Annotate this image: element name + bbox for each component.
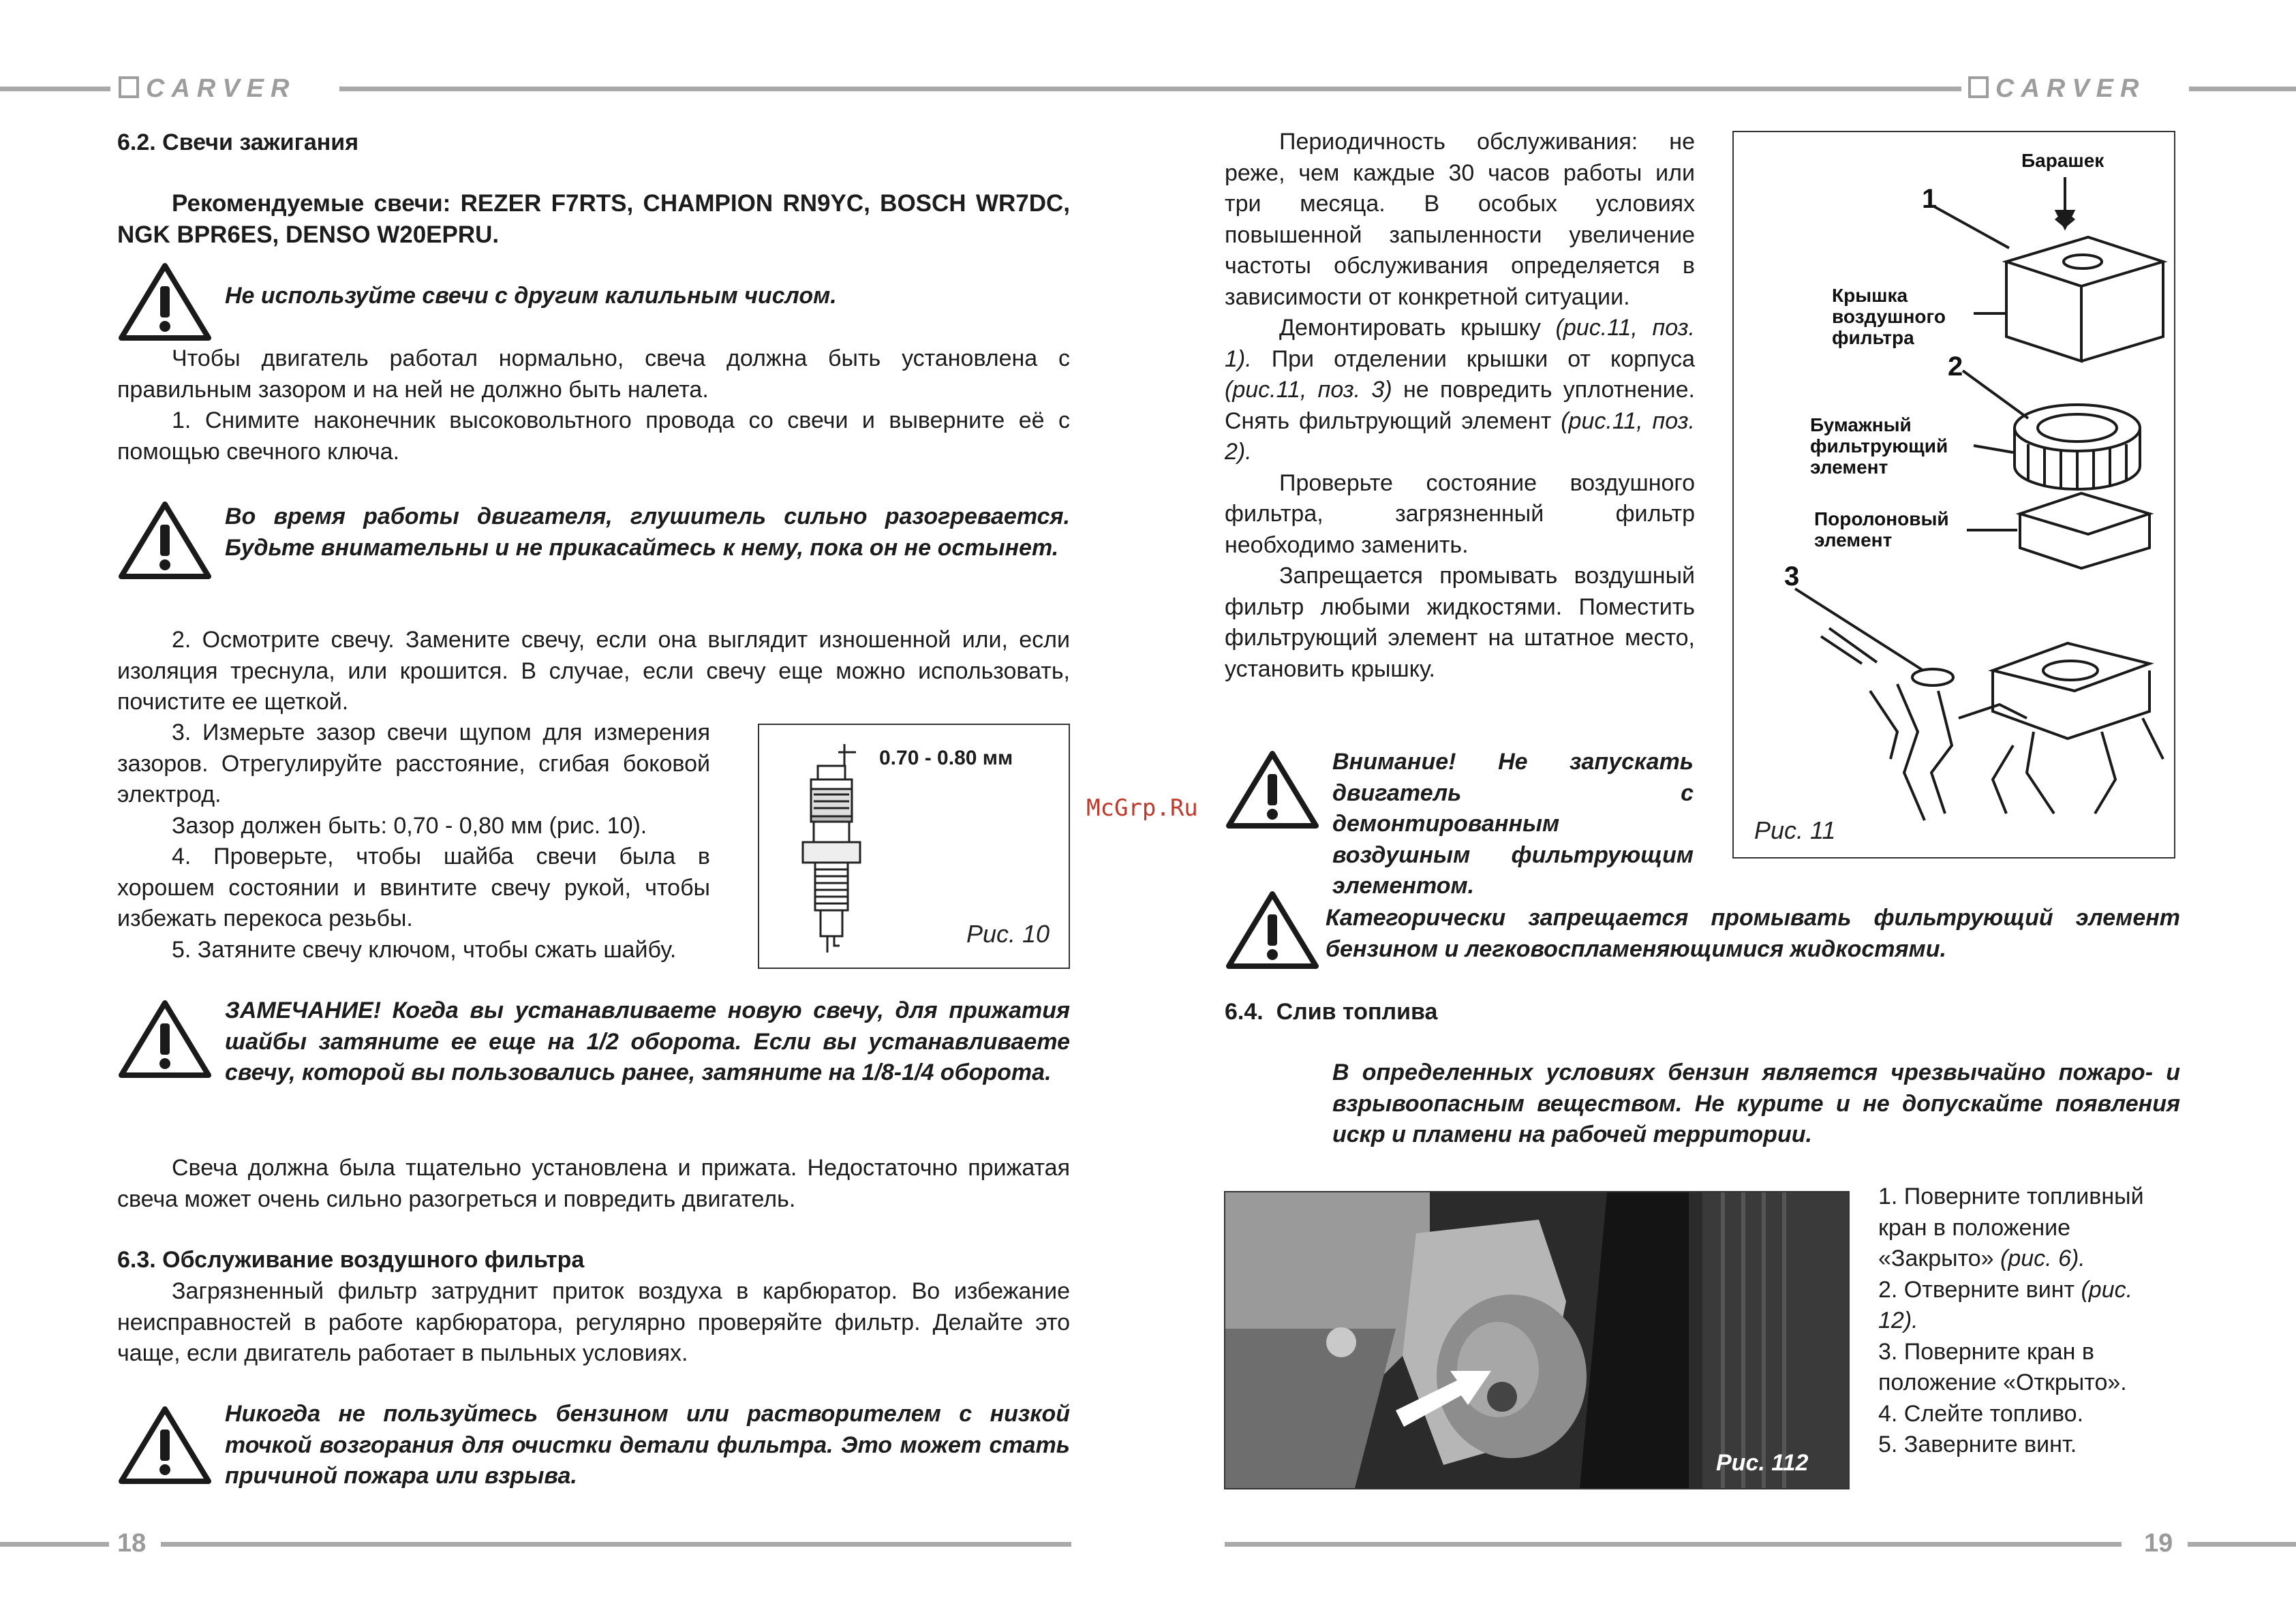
callout-2: 2: [1948, 352, 1963, 382]
page-number-right: 19: [2144, 1529, 2173, 1558]
warning-icon: [117, 500, 213, 581]
warning-no-start: Внимание! Не запускать двигатель с демонтированным воздушным фильтрующим элементом.: [1332, 749, 1694, 899]
brand-logo-left: [119, 75, 296, 102]
plug-seating-text: Свеча должна была тщательно установлена и прижата. Недостаточно прижатая свеча может очень сильно разогреться и повредить двигатель.: [117, 1155, 1070, 1212]
figure-10: [758, 724, 1070, 969]
figure-ref: (рис. 12).: [1878, 1276, 2133, 1333]
recommended-plugs: Рекомендуемые свечи: REZER F7RTS, CHAMPION RN9YC, BOSCH WR7DC, NGK BPR6ES, DENSO W20EPRU.: [117, 190, 1070, 248]
footer-rule-left-edge: [0, 1542, 109, 1547]
figure-12-photo: [1224, 1191, 1850, 1489]
page-number-left: 18: [117, 1529, 147, 1558]
figure-ref: (рис.11, поз. 2).: [1225, 407, 1695, 465]
figure-11-caption: Рис. 11: [1754, 816, 1836, 844]
remove-cover-text-b: При отделении крышки от корпуса: [1251, 345, 1695, 372]
brand-logo-right: [1968, 75, 2145, 102]
section-64-title: 6.4. Слив топлива: [1225, 999, 1438, 1025]
figure-ref: (рис. 6).: [2000, 1246, 2085, 1271]
step-3: 3. Измерьте зазор свечи щупом для измерения зазоров. Отрегулируйте расстояние, сгибая боковой электрод.: [117, 720, 710, 807]
figure-12-caption: Рис. 112: [1716, 1450, 1809, 1476]
brand-mark-icon: [119, 76, 139, 98]
drain-step-2: [1878, 1275, 2178, 1337]
figure-10-caption: Рис. 10: [966, 920, 1050, 948]
callout-1: 1: [1922, 184, 1938, 214]
section-62-title: 6.2. Свечи зажигания: [117, 129, 359, 155]
step-2: [117, 625, 1070, 718]
air-filter-intro-text: Загрязненный фильтр затруднит приток воздуха в карбюратор. Во избежание неисправностей в работе карбюратора, регулярно проверяйте фильтр. Делайте это чаще, если двигатель работает в пыльных условиях.: [117, 1278, 1070, 1366]
maintenance-text: [1225, 127, 1695, 685]
section-63-title: 6.3. Обслуживание воздушного фильтра: [117, 1247, 585, 1273]
spark-plug-illustration: [773, 725, 896, 963]
brand-mark-icon: [1968, 76, 1989, 98]
figure-11: [1732, 131, 2175, 859]
plug-seating-note: [117, 1153, 1070, 1215]
body-text-block-1: [117, 343, 1070, 467]
header-rule-right: [2189, 87, 2296, 91]
header-rule-center: [339, 87, 1961, 91]
label-cover: Крышка воздушного фильтра: [1832, 285, 1946, 348]
no-washing: Запрещается промывать воздушный фильтр любыми жидкостями. Поместить фильтрующий элемент на штатное место, установить крышку.: [1225, 563, 1695, 682]
figure-ref: (рис.11, поз. 3): [1225, 377, 1392, 403]
warning-heat-range: Не используйте свечи с другим калильным числом.: [225, 283, 837, 309]
remove-cover-text-a: Демонтировать крышку: [1279, 315, 1556, 341]
figure-ref: (рис.11, поз. 1).: [1225, 315, 1696, 372]
body-text-block-2: [117, 717, 710, 965]
warning-icon: [1225, 890, 1320, 970]
maintenance-period: Периодичность обслуживания: не реже, чем каждые 30 часов работы или три месяца. В особых условиях повышенной запыленности увеличение частоты обслуживания определяется в зависимости от конкретной ситуации.: [1225, 129, 1695, 310]
footer-rule-left: [161, 1542, 1071, 1547]
callout-3: 3: [1784, 561, 1800, 591]
drain-step-1-text: 1. Поверните топливный кран в положение «Закрыто»: [1878, 1184, 2144, 1271]
step-2-text: 2. Осмотрите свечу. Замените свечу, если она выглядит изношенной или, если изоляция треснула, или крошится. В случае, если свечу еще можно использовать, почистите ее щеткой.: [117, 627, 1070, 715]
remove-cover-text-c: не повредить уплотнение. Снять фильтрующий элемент: [1225, 377, 1695, 434]
warning-fire-hazard: В определенных условиях бензин является чрезвычайно пожаро- и взрывоопасным веществом. Не курите и не допускайте появления искр и пламени на рабочей территории.: [1332, 1060, 2180, 1147]
remove-cover: [1225, 313, 1695, 468]
warning-icon: [117, 999, 213, 1079]
brand-text: CARVER: [146, 74, 296, 103]
warning-solvent: Никогда не пользуйтесь бензином или растворителем с низкой точкой возгорания для очистки детали фильтра. Это может стать причиной пожара или взрыва.: [225, 1401, 1070, 1489]
air-filter-exploded-drawing: [1734, 132, 2174, 857]
warning-icon: [117, 1405, 213, 1485]
label-paper-element: Бумажный фильтрующий элемент: [1810, 414, 1948, 478]
drain-step-1: [1878, 1181, 2178, 1275]
note-tightening: ЗАМЕЧАНИЕ! Когда вы устанавливаете новую свечу, для прижатия шайбы затяните ее еще на 1/2 оборота. Если вы устанавливаете свечу, которой вы пользовались ранее, затяните на 1/8-1/4 оборота.: [225, 998, 1070, 1085]
gap-spec: Зазор должен быть: 0,70 - 0,80 мм (рис. 10).: [172, 812, 647, 839]
paragraph: Чтобы двигатель работал нормально, свеча должна быть установлена с правильным зазором и на ней не должно быть налета.: [117, 345, 1070, 403]
drain-step-5: 5. Заверните винт.: [1878, 1432, 2077, 1457]
header-rule-left: [0, 87, 110, 91]
warning-muffler-hot: Во время работы двигателя, глушитель сильно разогревается. Будьте внимательны и не прикасайтесь к нему, пока он не остынет.: [225, 504, 1070, 561]
warning-icon: [1225, 749, 1320, 830]
label-wingnut: Барашек: [2021, 150, 2104, 171]
gap-dimension-label: 0.70 - 0.80 мм: [879, 747, 1013, 769]
watermark: McGrp.Ru: [1086, 794, 1198, 822]
drain-steps: [1878, 1181, 2178, 1461]
footer-rule-right: [1225, 1542, 2122, 1547]
fuel-drain-photo-shapes: [1225, 1192, 1848, 1488]
drain-step-4: 4. Слейте топливо.: [1878, 1400, 2084, 1427]
step-4: 4. Проверьте, чтобы шайба свечи была в хорошем состоянии и ввинтите свечу рукой, чтобы избежать перекоса резьбы.: [117, 844, 710, 931]
brand-text: CARVER: [1995, 74, 2146, 103]
drain-step-3: 3. Поверните кран в положение «Открыто».: [1878, 1338, 2127, 1395]
warning-no-gasoline: Категорически запрещается промывать фильтрующий элемент бензином и легковоспламеняющимися жидкостями.: [1326, 905, 2180, 962]
check-filter: Проверьте состояние воздушного фильтра, загрязненный фильтр необходимо заменить.: [1225, 469, 1695, 558]
warning-icon: [117, 262, 213, 342]
air-filter-intro: [117, 1276, 1070, 1370]
drain-step-2-text: 2. Отверните винт: [1878, 1276, 2081, 1303]
step-5: 5. Затяните свечу ключом, чтобы сжать шайбу.: [172, 936, 677, 963]
step-1: 1. Снимите наконечник высоковольтного провода со свечи и выверните её с помощью свечного ключа.: [117, 407, 1070, 465]
label-foam-element: Поролоновый элемент: [1814, 508, 1949, 551]
footer-rule-right-edge: [2188, 1542, 2296, 1547]
